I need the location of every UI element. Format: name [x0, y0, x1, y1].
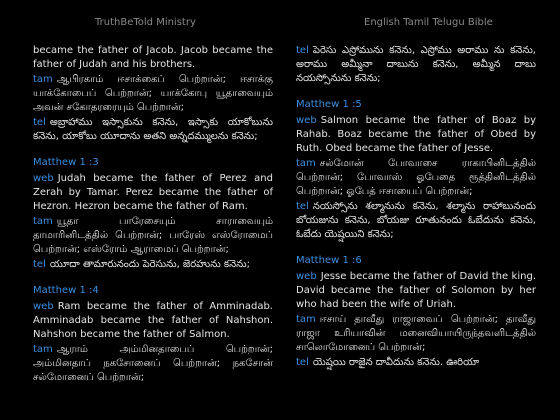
language-tag: tel — [33, 259, 46, 270]
language-tag: web — [296, 115, 317, 126]
ministry-title: TruthBeTold Ministry — [95, 17, 196, 28]
page-header — [0, 0, 560, 44]
verse-text — [296, 270, 536, 312]
verse-body: యెష్షయి రాజైన దావీదును కనెను. ఊరియా — [312, 357, 480, 368]
verse-body: పెరెసు ఎస్రోమును కనెను, ఎస్రోము అరాము ను కనెను, అరాము అమ్మీనా దాబును కనెను, అమ్మీన దాబు నయస్సోనును కనెను; — [296, 45, 536, 84]
language-tag: web — [33, 173, 54, 184]
verse-body: నయస్సోను శల్మానును కనెను, శల్మాను రాహాబునందు బోయజును కనెను, బోయజు రూతునందు ఓబేదును కనెను, ఓబేదు యెష్షయిని కనెను; — [296, 201, 536, 240]
language-tag: web — [296, 271, 317, 282]
verse-body: Salmon became the father of Boaz by Rahab. Boaz became the father of Obed by Ruth. Obed became the father of Jesse. — [296, 115, 536, 154]
verse-body: ஆபிரகாம் ஈசாக்கைப் பெற்றான்; ஈசாக்கு யாக்கோபைப் பெற்றான்; யாக்கோபு யூதாவையும் அவன் சகோதரரையும் பெற்றான்; — [33, 74, 273, 113]
language-tag: tel — [296, 45, 309, 56]
verse-text — [33, 73, 273, 115]
verse-text — [296, 313, 536, 355]
verse-body: சல்மோன் போவாசை ராகாபினிடத்தில் பெற்றான்; போவாஸ் ஓபேதை ரூத்தினிடத்தில் பெற்றான்; ஓபேத் ஈசாயைப் பெற்றான்; — [296, 158, 536, 197]
language-tag: tel — [296, 357, 309, 368]
verse-body: Judah became the father of Perez and Zerah by Tamar. Perez became the father of Hezron. Hezron became the father of Ram. — [33, 173, 273, 212]
verse-reference[interactable]: Matthew 1 :3 — [33, 157, 99, 168]
verse-text — [296, 44, 536, 86]
verse-body: అబ్రాహాము ఇస్సాకును కనెను, ఇస్సాకు యాకోబును కనెను, యాకోబు యూదాను అతని అన్నదమ్ములను కనెను; — [33, 117, 273, 142]
verse-body: యూదా తామారునందు పెరెసును, జెరహును కనెను; — [49, 259, 250, 270]
verse-text — [33, 172, 273, 214]
language-tag: tam — [296, 158, 316, 169]
verse-text — [33, 300, 273, 342]
language-tag: tam — [33, 74, 53, 85]
verse-text — [296, 114, 536, 156]
language-tag: tam — [33, 216, 53, 227]
verse-body: ஈசாய் தாவீது ராஜாவைப் பெற்றான்; தாவீது ராஜா உரியாவின் மனைவியாயிருந்தவளிடத்தில் சாலொமோனைப் பெற்றான்; — [296, 314, 536, 353]
verse-reference[interactable]: Matthew 1 :6 — [296, 255, 362, 266]
verse-reference[interactable]: Matthew 1 :5 — [296, 99, 362, 110]
verse-text — [33, 258, 273, 272]
language-tag: tel — [33, 117, 46, 128]
verse-body: Ram became the father of Amminadab. Amminadab became the father of Nahshon. Nahshon became the father of Salmon. — [33, 301, 273, 340]
left-column — [33, 44, 273, 420]
verse-text — [33, 44, 273, 72]
verse-body: யூதா பாரேசையும் சாராவையும் தாமாரினிடத்தில் பெற்றான்; பாரேஸ் எஸ்ரோமைப் பெற்றான்; எஸ்ரோம் ஆராமைப் பெற்றான்; — [33, 216, 273, 255]
verse-text — [296, 157, 536, 199]
language-tag: web — [33, 301, 54, 312]
verse-text — [33, 215, 273, 257]
language-tag: tel — [296, 201, 309, 212]
language-tag: tam — [33, 344, 53, 355]
verse-text — [33, 343, 273, 385]
verse-text — [33, 116, 273, 144]
verse-text — [296, 356, 536, 370]
verse-body: ஆராம் அம்மினதாபைப் பெற்றான்; அம்மினதாப் நகசோனைப் பெற்றான்; நகசோன் சல்மோனைப் பெற்றான்; — [33, 344, 273, 383]
right-column — [296, 44, 536, 420]
verse-text — [296, 200, 536, 242]
verse-body: Jesse became the father of David the king. David became the father of Solomon by her who had been the wife of Uriah. — [296, 271, 536, 310]
bible-title: English Tamil Telugu Bible — [364, 17, 493, 28]
verse-reference[interactable]: Matthew 1 :4 — [33, 285, 99, 296]
verse-body: became the father of Jacob. Jacob became the father of Judah and his brothers. — [33, 45, 273, 70]
language-tag: tam — [296, 314, 316, 325]
